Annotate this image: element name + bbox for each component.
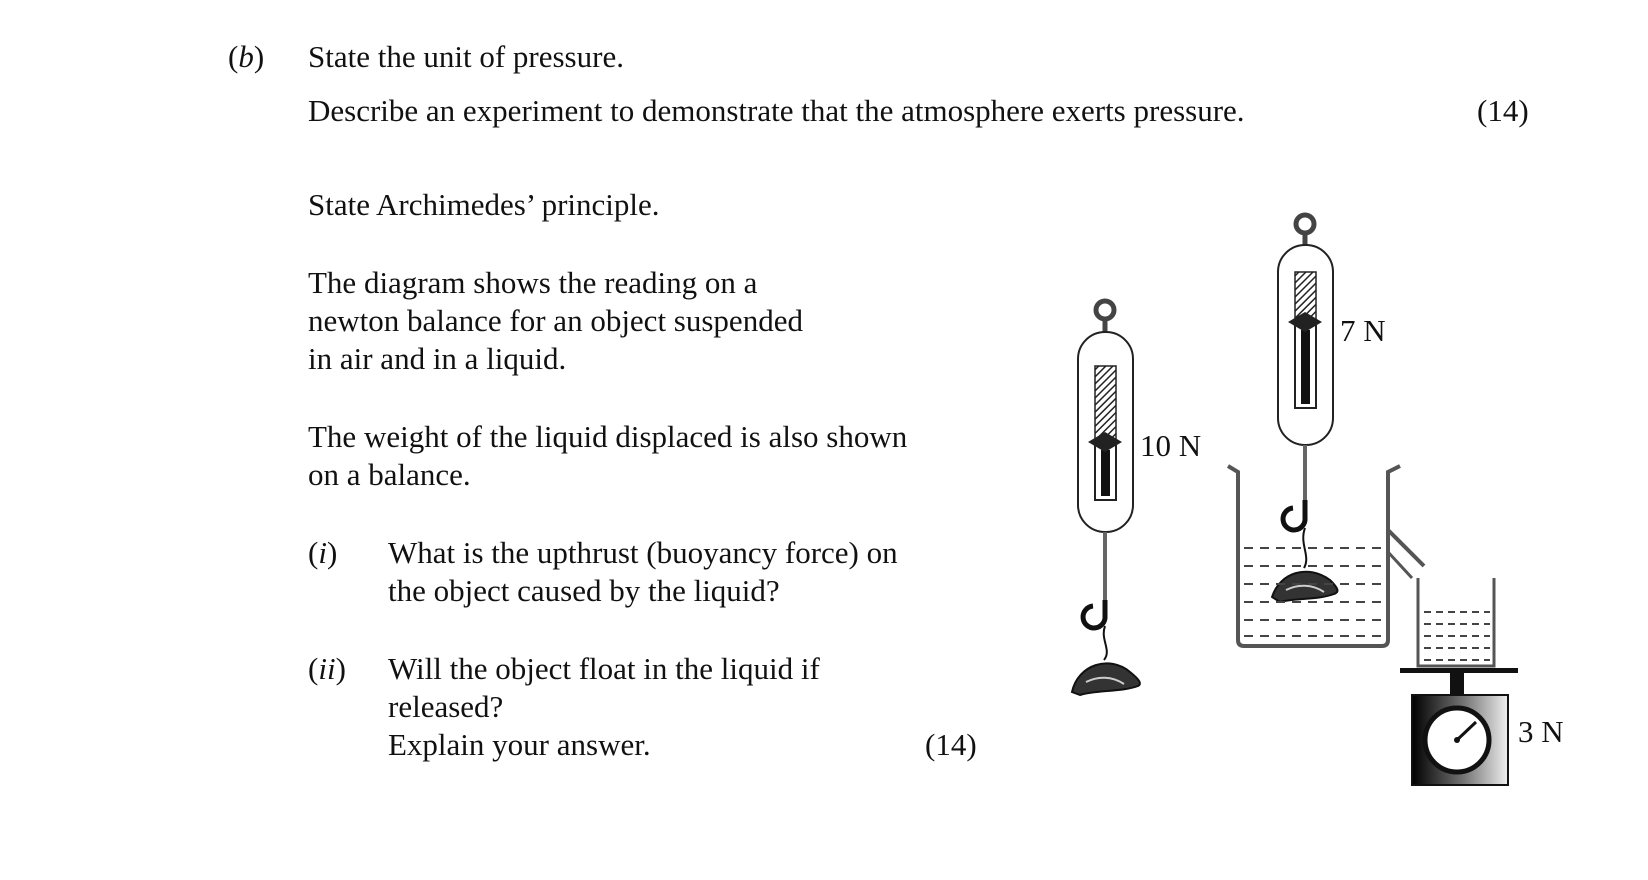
displaced-text-line1: The weight of the liquid displaced is also shown [308, 419, 908, 454]
q1-letter: i [318, 535, 327, 570]
diagram-text-line3: in air and in a liquid. [308, 341, 567, 376]
q2-line2: released? [388, 689, 504, 724]
archimedes-prompt: State Archimedes’ principle. [308, 187, 660, 222]
q2-label: (ii) [308, 651, 346, 686]
q1-line2: the object caused by the liquid? [388, 573, 780, 608]
q1-label: (i) [308, 535, 338, 570]
q2-letter: ii [318, 651, 336, 686]
diagram-text-line2: newton balance for an object suspended [308, 303, 803, 338]
label-close: ) [253, 39, 265, 74]
newton-balance-air [1072, 301, 1140, 695]
overflow-can [1228, 466, 1424, 646]
part-b-line2: Describe an experiment to demonstrate that the atmosphere exerts pressure. [308, 93, 1245, 128]
part-b-marks: (14) [1477, 93, 1529, 128]
label-letter: b [238, 39, 254, 74]
newton-balance-liquid [1272, 215, 1337, 602]
weighing-scale [1400, 668, 1518, 785]
diagram-text-line1: The diagram shows the reading on a [308, 265, 758, 300]
q2-line3: Explain your answer. [388, 727, 651, 762]
part-c-marks: (14) [925, 727, 977, 762]
reading-displaced: 3 N [1518, 714, 1564, 749]
displaced-text-line2: on a balance. [308, 457, 471, 492]
part-b-line1: State the unit of pressure. [308, 39, 624, 74]
q1-line1: What is the upthrust (buoyancy force) on [388, 535, 898, 570]
q2-line1: Will the object float in the liquid if [388, 651, 820, 686]
reading-air: 10 N [1140, 428, 1202, 463]
reading-liquid: 7 N [1340, 313, 1386, 348]
collecting-beaker [1418, 578, 1494, 666]
label-open: ( [228, 39, 239, 74]
